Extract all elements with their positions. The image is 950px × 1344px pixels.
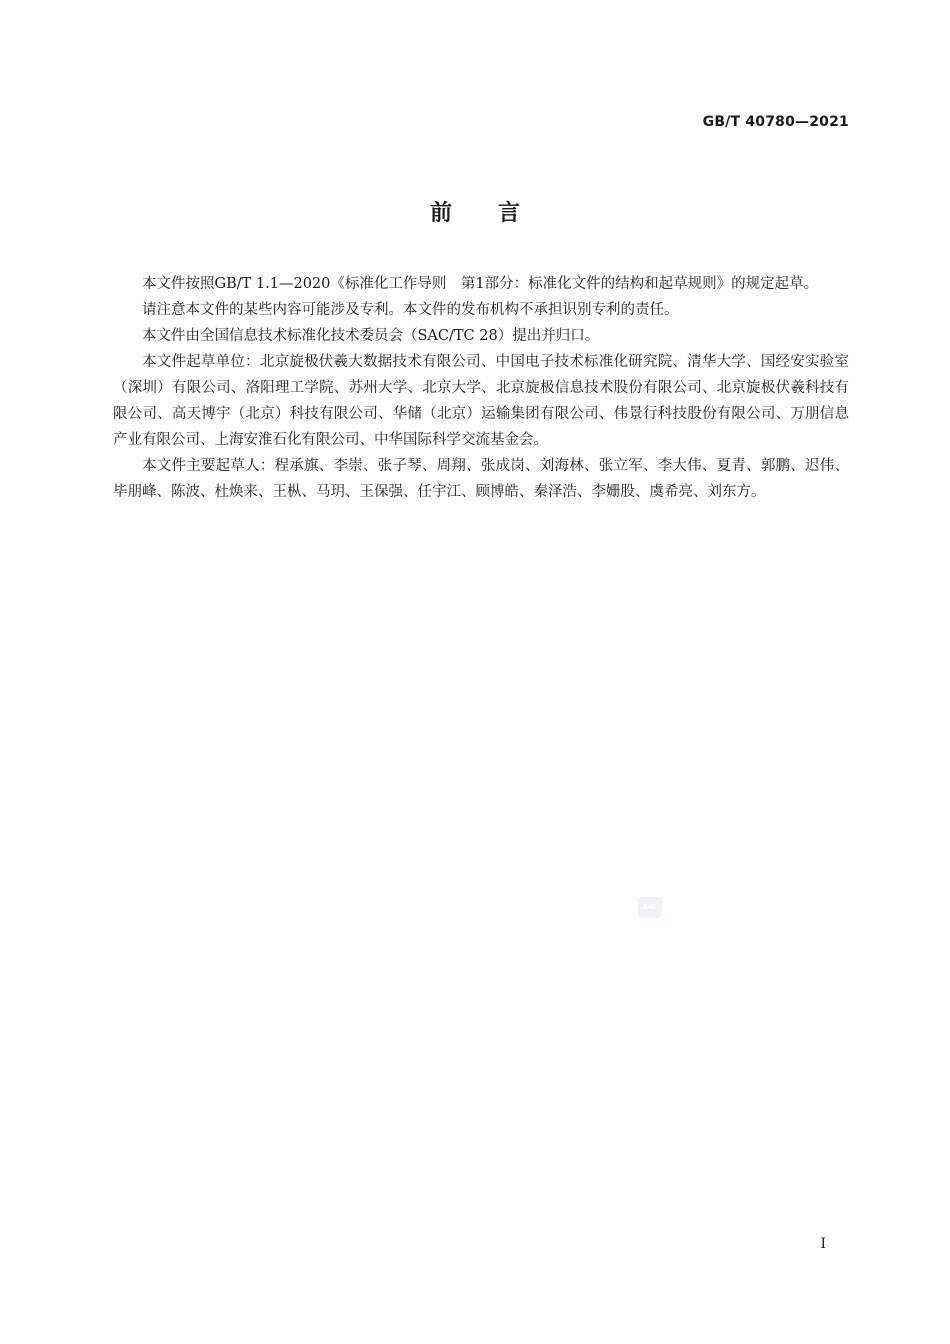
- paragraph-drafting-units: 本文件起草单位：北京旋极伏羲大数据技术有限公司、中国电子技术标准化研究院、清华大学、国经安实验室（深圳）有限公司、洛阳理工学院、苏州大学、北京大学、北京旋极信息技术股份有限公司、北京旋极伏羲科技有限公司、高天博宇（北京）科技有限公司、华储（北京）运输集团有限公司、伟景行科技股份有限公司、万朋信息产业有限公司、上海安淮石化有限公司、中华国际科学交流基金会。: [113, 354, 849, 448]
- page-title: 前言: [429, 201, 566, 226]
- paragraph-proposer: 本文件由全国信息技术标准化技术委员会（SAC/TC 28）提出并归口。: [142, 328, 600, 344]
- paragraph-drafters: 本文件主要起草人：程承旗、李崇、张子琴、周翔、张成岗、刘海林、张立军、李大伟、夏青、郭鹏、迟伟、毕朋峰、陈波、杜焕来、王枞、马玥、王保强、任宇江、顾博皓、秦泽浩、李姗股、虞希亮、刘东方。: [113, 458, 849, 500]
- paragraph-patent-notice: 请注意本文件的某些内容可能涉及专利。本文件的发布机构不承担识别专利的责任。: [142, 302, 679, 318]
- standard-number: GB/T 40780—2021: [702, 114, 849, 130]
- foreword-body: [113, 271, 849, 505]
- page-number: I: [820, 1236, 826, 1252]
- watermark-logo-text: SAC: [642, 903, 658, 911]
- paragraph-drafting-rules: 本文件按照GB/T 1.1—2020《标准化工作导则 第1部分：标准化文件的结构和起草规则》的规定起草。: [142, 276, 819, 292]
- sac-watermark-logo: [638, 897, 662, 918]
